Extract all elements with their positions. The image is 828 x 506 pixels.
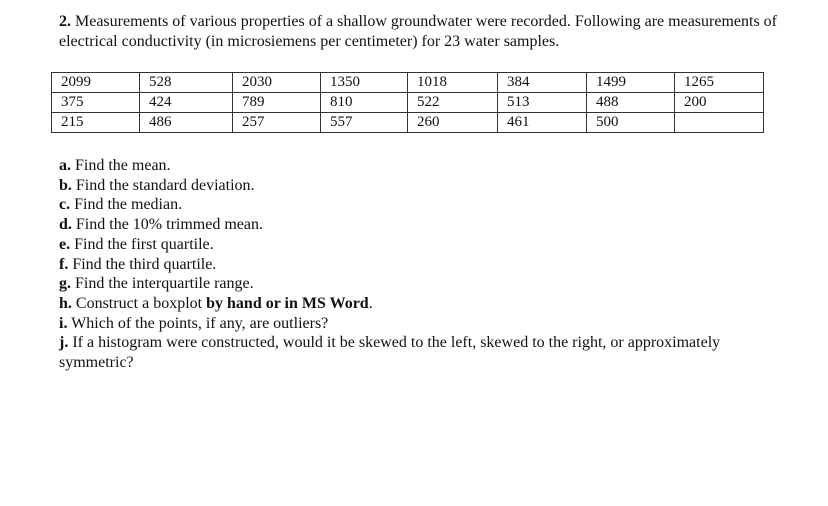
question-text: Find the 10% trimmed mean. — [75, 216, 263, 234]
table-cell: 488 — [587, 93, 675, 113]
table-cell: 486 — [140, 113, 233, 133]
problem-number: 2. — [59, 13, 71, 30]
table-row — [52, 73, 764, 93]
problem-text: Measurements of various properties of a shallow groundwater were recorded. Following are measurements of electrical conductivity (in microsiemens per centimeter) for 23 water samples. — [59, 13, 777, 50]
question-text: Find the interquartile range. — [75, 275, 254, 293]
table-cell: 528 — [140, 73, 233, 93]
table-cell: 1499 — [587, 73, 675, 93]
question-tail: . — [368, 294, 373, 312]
question-item — [59, 156, 759, 176]
question-letter: a. — [59, 157, 71, 174]
table-cell: 522 — [408, 93, 498, 113]
question-letter: i. — [59, 314, 68, 332]
table-cell: 1018 — [408, 73, 498, 93]
table-cell: 461 — [498, 113, 587, 133]
table-cell: 557 — [321, 113, 408, 133]
conductivity-table — [51, 72, 764, 133]
table-cell: 2030 — [233, 73, 321, 93]
table-row — [52, 93, 764, 113]
table-cell: 215 — [52, 113, 140, 133]
table-cell: 257 — [233, 113, 321, 133]
table-cell: 500 — [587, 113, 675, 133]
table-cell: 375 — [52, 93, 140, 113]
question-text: Which of the points, if any, are outliers? — [71, 314, 329, 332]
question-text: Find the third quartile. — [72, 255, 217, 273]
question-text: If a histogram were constructed, would it be skewed to the left, skewed to the right, or approximately symmetric? — [59, 334, 721, 372]
question-item — [59, 294, 759, 314]
question-item — [59, 195, 759, 215]
question-text: Find the median. — [74, 196, 183, 214]
table-cell: 424 — [140, 93, 233, 113]
question-emphasis: by hand or in MS Word — [206, 294, 369, 312]
question-item — [59, 176, 759, 196]
table-cell: 260 — [408, 113, 498, 133]
question-letter: g. — [59, 275, 71, 293]
table-cell: 384 — [498, 73, 587, 93]
table-cell: 1265 — [675, 73, 764, 93]
question-letter: h. — [59, 294, 72, 312]
question-text: Find the first quartile. — [74, 235, 214, 253]
table-row — [52, 113, 764, 133]
question-list — [59, 156, 759, 373]
question-letter: d. — [59, 216, 72, 234]
question-item — [59, 333, 759, 372]
table-cell — [675, 113, 764, 133]
problem-statement — [59, 12, 799, 52]
question-letter: b. — [59, 176, 72, 194]
question-text: Find the mean. — [75, 157, 171, 174]
question-text: Find the standard deviation. — [75, 176, 255, 194]
table-cell: 513 — [498, 93, 587, 113]
question-item — [59, 215, 759, 235]
question-letter: f. — [59, 255, 69, 273]
question-text: Construct a boxplot — [75, 294, 207, 312]
question-letter: c. — [59, 196, 71, 214]
table-cell: 2099 — [52, 73, 140, 93]
table-cell: 810 — [321, 93, 408, 113]
table-cell: 1350 — [321, 73, 408, 93]
question-letter: j. — [59, 334, 69, 352]
question-item — [59, 255, 759, 275]
table-cell: 789 — [233, 93, 321, 113]
question-letter: e. — [59, 235, 71, 253]
question-item — [59, 314, 759, 334]
table-cell: 200 — [675, 93, 764, 113]
question-item — [59, 274, 759, 294]
question-item — [59, 235, 759, 255]
